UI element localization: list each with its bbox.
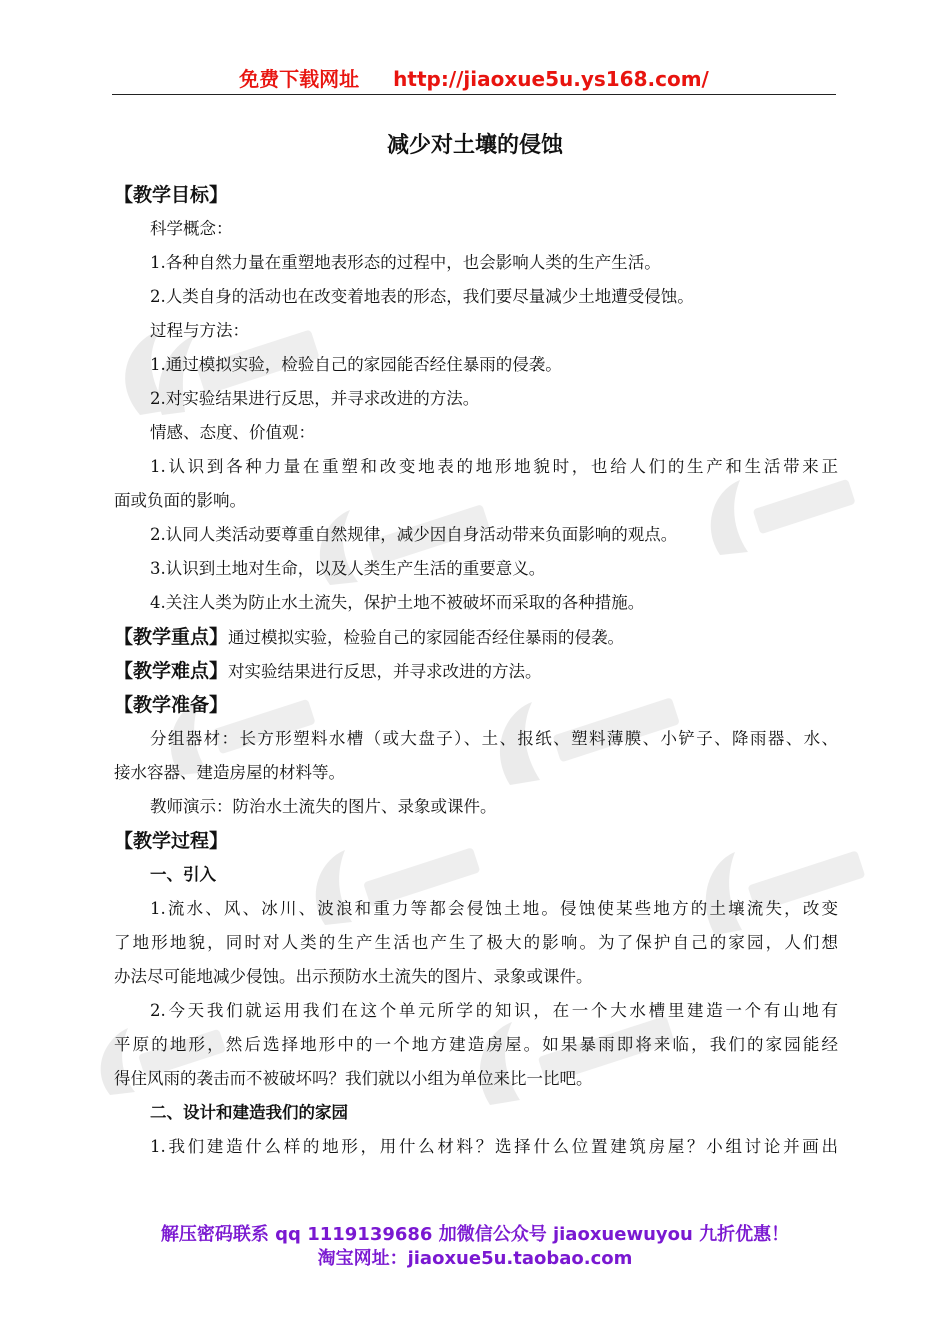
section-heading-key-point: 【教学重点】 [114,626,229,648]
paragraph: 1.认识到各种力量在重塑和改变地表的地形地貌时，也给人们的生产和生活带来正 [150,457,838,476]
footer-contact: 解压密码联系 qq 1119139686 加微信公众号 jiaoxuewuyou 九折优惠！ [160,1224,790,1245]
paragraph: 2.认同人类活动要尊重自然规律，减少因自身活动带来负面影响的观点。 [150,525,678,544]
paragraph: 1.通过模拟实验，检验自己的家园能否经住暴雨的侵袭。 [150,355,562,374]
subheading-design: 二、设计和建造我们的家园 [150,1103,348,1122]
paragraph: 2.人类自身的活动也在改变着地表的形态，我们要尽量减少土地遭受侵蚀。 [150,287,694,306]
paragraph: 3.认识到土地对生命，以及人类生产生活的重要意义。 [150,559,546,578]
section-heading-preparation: 【教学准备】 [114,694,229,716]
paragraph: 分组器材：长方形塑料水槽（或大盘子）、土、报纸、塑料薄膜、小铲子、降雨器、水、 [150,729,838,748]
subheading-process: 过程与方法： [150,321,249,340]
section-heading-process: 【教学过程】 [114,830,229,852]
key-point-row [114,620,838,654]
header-url-link[interactable]: http://jiaoxue5u.ys168.com/ [393,67,709,91]
paragraph: 4.关注人类为防止水土流失，保护土地不被破坏而采取的各种措施。 [150,593,645,612]
difficulty-text: 对实验结果进行反思，并寻求改进的方法。 [228,662,542,681]
paragraph: 面或负面的影响。 [114,491,246,510]
paragraph: 2.今天我们就运用我们在这个单元所学的知识，在一个大水槽里建造一个有山地有 [150,1001,838,1020]
header-label: 免费下载网址 [239,67,360,91]
paragraph: 2.对实验结果进行反思，并寻求改进的方法。 [150,389,480,408]
document-body [114,178,838,1164]
paragraph: 办法尽可能地减少侵蚀。出示预防水土流失的图片、录象或课件。 [114,967,593,986]
subheading-emotion: 情感、态度、价值观： [150,423,315,442]
page-header [112,64,836,95]
paragraph: 接水容器、建造房屋的材料等。 [114,763,345,782]
footer-shop-link[interactable]: 淘宝网址：jiaoxue5u.taobao.com [317,1248,633,1269]
subheading-science: 科学概念： [150,219,233,238]
section-heading-goals: 【教学目标】 [114,184,229,206]
paragraph: 得住风雨的袭击而不被破坏吗？我们就以小组为单位来比一比吧。 [114,1069,593,1088]
paragraph: 平原的地形，然后选择地形中的一个地方建造房屋。如果暴雨即将来临，我们的家园能经 [114,1035,838,1054]
paragraph: 1.我们建造什么样的地形，用什么材料？选择什么位置建筑房屋？小组讨论并画出 [150,1137,838,1156]
key-point-text: 通过模拟实验，检验自己的家园能否经住暴雨的侵袭。 [228,628,625,647]
subheading-intro: 一、引入 [150,865,216,884]
paragraph: 1.各种自然力量在重塑地表形态的过程中，也会影响人类的生产生活。 [150,253,661,272]
paragraph: 1.流水、风、冰川、波浪和重力等都会侵蚀土地。侵蚀使某些地方的土壤流失，改变 [150,899,838,918]
paragraph: 了地形地貌，同时对人类的生产生活也产生了极大的影响。为了保护自己的家园，人们想 [114,933,838,952]
section-heading-difficulty: 【教学难点】 [114,660,229,682]
page-title: 减少对土壤的侵蚀 [386,133,563,158]
difficulty-row [114,654,838,688]
paragraph: 教师演示：防治水土流失的图片、录象或课件。 [150,797,497,816]
